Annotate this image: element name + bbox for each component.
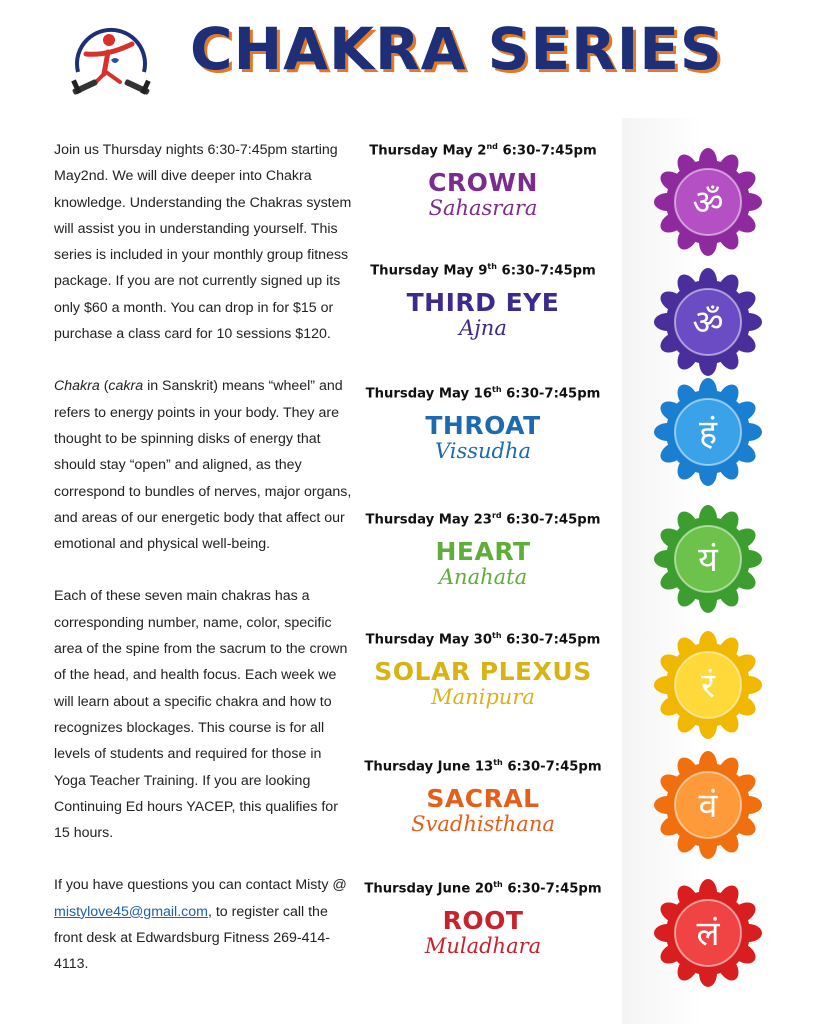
session-date: Thursday June 13th 6:30-7:45pm: [364, 758, 602, 775]
page-title: CHAKRA SERIES: [190, 15, 723, 83]
sanskrit-name: Manipura: [431, 685, 535, 710]
sacral-chakra-icon: [648, 745, 768, 865]
solar-plexus-chakra-icon: [648, 625, 768, 745]
email-link[interactable]: mistylove45@gmail.com: [54, 903, 208, 920]
course-paragraph: Each of these seven main chakras has a corresponding number, name, color, specific area of the spine from the sacrum to the crown of the head, and health focus. Each week we will learn about a specific chakra and how to recognizes blockages. This course is for all levels of students and required for those in Yoga Teacher Training. If you are looking Continuing Ed hours YACEP, this qualifies for 15 hours.: [54, 588, 348, 842]
contact-part-b: , to register call the front desk at Edwardsburg Fitness 269-414-4113.: [54, 903, 331, 973]
sanskrit-name: Sahasrara: [428, 196, 538, 221]
chakra-symbol: हं: [698, 413, 718, 453]
chakra-name: ROOT: [442, 906, 524, 936]
chakra-symbol: लं: [696, 914, 720, 954]
chakra-term: Chakra: [54, 378, 100, 395]
sanskrit-name: Ajna: [459, 316, 507, 341]
chakra-symbol: वं: [698, 786, 718, 826]
chakra-symbol: ॐ: [692, 183, 724, 223]
session-root: [358, 880, 608, 958]
sanskrit-name: Anahata: [438, 565, 528, 590]
chakra-symbol: ॐ: [692, 303, 724, 343]
contact-part-a: If you have questions you can contact Misty @: [54, 877, 347, 894]
session-sacral: [358, 758, 608, 836]
chakra-name: THROAT: [425, 411, 541, 441]
root-chakra-icon: [648, 873, 768, 993]
session-crown: [358, 142, 608, 220]
session-date: Thursday May 9th 6:30-7:45pm: [370, 262, 596, 279]
session-solar-plexus: [358, 631, 608, 709]
heart-chakra-icon: [648, 499, 768, 619]
session-date: Thursday May 16th 6:30-7:45pm: [365, 385, 601, 402]
intro-paragraph: Join us Thursday nights 6:30-7:45pm starting May2nd. We will dive deeper into Chakra knowledge. Understanding the Chakras system will assist you in understanding yourself. This series is included in your monthly group fitness package. If you are not currently signed up its only $60 a month. You can drop in for $15 or purchase a class card for 10 sessions $120.: [54, 142, 352, 343]
crown-chakra-icon: [648, 142, 768, 262]
definition-part-b: in Sanskrit) means “wheel” and refers to energy points in your body. They are thought to be spinning disks of energy that should stay “open” and aligned, as they correspond to bundles of nerves, major organs, and areas of our energetic body that affect our emotional and physical well-being.: [54, 378, 352, 553]
definition-part-a: (: [99, 378, 109, 395]
cakra-term: cakra: [108, 378, 144, 395]
session-date: Thursday May 2nd 6:30-7:45pm: [369, 142, 597, 159]
chakra-symbol: यं: [698, 540, 718, 580]
session-third-eye: [358, 262, 608, 340]
chakra-name: SACRAL: [426, 784, 540, 814]
definition-paragraph: [54, 373, 356, 557]
chakra-name: HEART: [435, 537, 531, 567]
session-date: Thursday May 30th 6:30-7:45pm: [365, 631, 601, 648]
throat-chakra-icon: [648, 372, 768, 492]
chakra-name: SOLAR PLEXUS: [374, 657, 592, 687]
chakra-symbol: रं: [701, 666, 715, 706]
sanskrit-name: Vissudha: [434, 439, 532, 464]
session-date: Thursday June 20th 6:30-7:45pm: [364, 880, 602, 897]
chakra-name: THIRD EYE: [406, 288, 560, 318]
session-date: Thursday May 23rd 6:30-7:45pm: [365, 511, 601, 528]
contact-paragraph: [54, 872, 356, 977]
third-eye-chakra-icon: [648, 262, 768, 382]
sanskrit-name: Muladhara: [424, 934, 542, 959]
session-throat: [358, 385, 608, 463]
description-column: [54, 137, 356, 1004]
session-heart: [358, 511, 608, 589]
sanskrit-name: Svadhisthana: [411, 812, 555, 837]
fitness-logo: [68, 22, 154, 100]
chakra-name: CROWN: [428, 168, 538, 198]
